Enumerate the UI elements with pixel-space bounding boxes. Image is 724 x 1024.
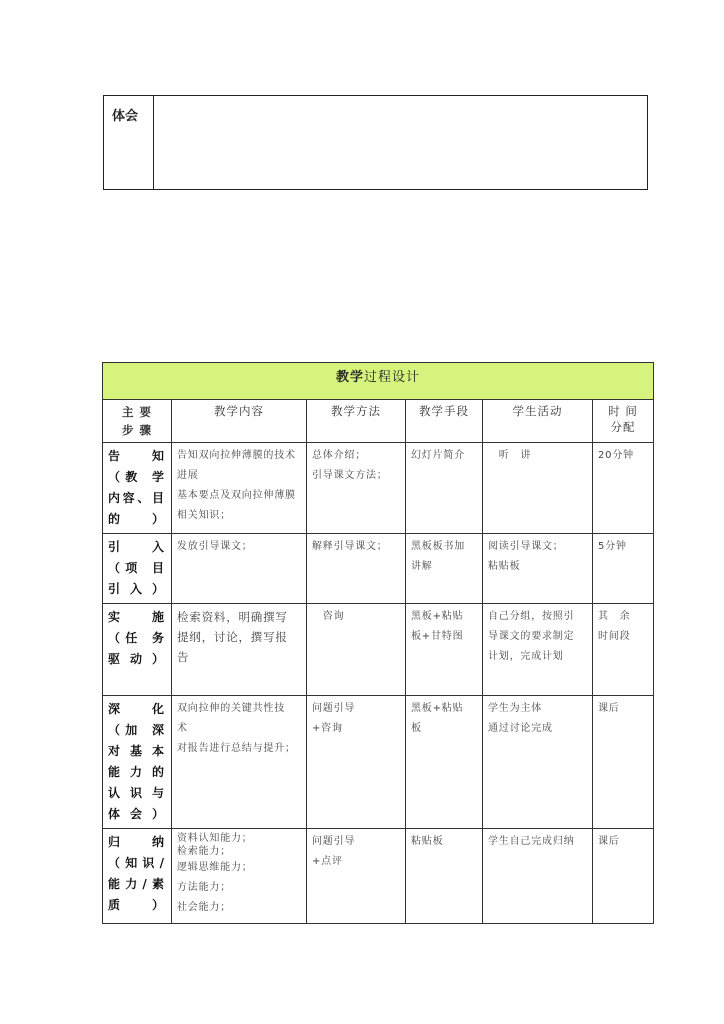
header-content: 教学内容 — [172, 400, 307, 443]
content-cell: 资料认知能力； 检索能力； 逻辑思维能力； 方法能力； 社会能力； — [172, 829, 307, 924]
method-cell: 解释引导课文； — [307, 534, 406, 604]
content-cell: 发放引导课文； — [172, 534, 307, 604]
header-time: 时 间 分配 — [593, 400, 654, 443]
method-cell: 问题引导 +点评 — [307, 829, 406, 924]
reflection-content — [154, 96, 647, 189]
table-header-row — [103, 400, 654, 443]
activity-cell: 学生为主体 通过讨论完成 — [483, 696, 593, 829]
content-cell: 双向拉伸的关键共性技 术 对报告进行总结与提升； — [172, 696, 307, 829]
step-cell: 实 施 （任 务 驱动） — [103, 604, 172, 696]
header-method: 教学方法 — [307, 400, 406, 443]
activity-cell: 自己分组，按照引 导课文的要求制定 计划，完成计划 — [483, 604, 593, 696]
table-row — [103, 829, 654, 924]
table-row — [103, 604, 654, 696]
reflection-label: 体会 — [104, 96, 154, 189]
time-cell: 其 余 时间段 — [593, 604, 654, 696]
header-means: 教学手段 — [406, 400, 483, 443]
reflection-box — [103, 95, 648, 190]
table-title-row — [103, 363, 654, 400]
content-cell: 检索资料，明确撰写 提纲，讨论，撰写报 告 — [172, 604, 307, 696]
time-cell: 课后 — [593, 696, 654, 829]
activity-cell: 学生自己完成归纳 — [483, 829, 593, 924]
step-cell: 引 入 （项 目 引入） — [103, 534, 172, 604]
activity-cell: 听 讲 — [483, 443, 593, 534]
time-cell: 20分钟 — [593, 443, 654, 534]
step-cell: 告 知 （教 学 内容、目 的） — [103, 443, 172, 534]
table-row — [103, 443, 654, 534]
means-cell: 粘贴板 — [406, 829, 483, 924]
activity-cell: 阅读引导课文； 粘贴板 — [483, 534, 593, 604]
teaching-process-table — [102, 362, 654, 924]
method-cell: 问题引导 +咨询 — [307, 696, 406, 829]
header-step: 主 要 步 骤 — [103, 400, 172, 443]
step-cell: 归 纳 （知识/ 能力/素 质） — [103, 829, 172, 924]
header-activity: 学生活动 — [483, 400, 593, 443]
table-row — [103, 696, 654, 829]
method-cell: 总体介绍； 引导课文方法； — [307, 443, 406, 534]
table-row — [103, 534, 654, 604]
means-cell: 黑板板书加 讲解 — [406, 534, 483, 604]
time-cell: 5分钟 — [593, 534, 654, 604]
content-cell: 告知双向拉伸薄膜的技术 进展 基本要点及双向拉伸薄膜 相关知识； — [172, 443, 307, 534]
step-cell: 深 化 （加 深 对基本 能力的 认识与 体会） — [103, 696, 172, 829]
method-cell: 咨询 — [307, 604, 406, 696]
time-cell: 课后 — [593, 829, 654, 924]
table-title: 教学过程设计 — [103, 363, 654, 400]
means-cell: 黑板+粘贴 板 — [406, 696, 483, 829]
means-cell: 黑板+粘贴 板+甘特图 — [406, 604, 483, 696]
means-cell: 幻灯片简介 — [406, 443, 483, 534]
